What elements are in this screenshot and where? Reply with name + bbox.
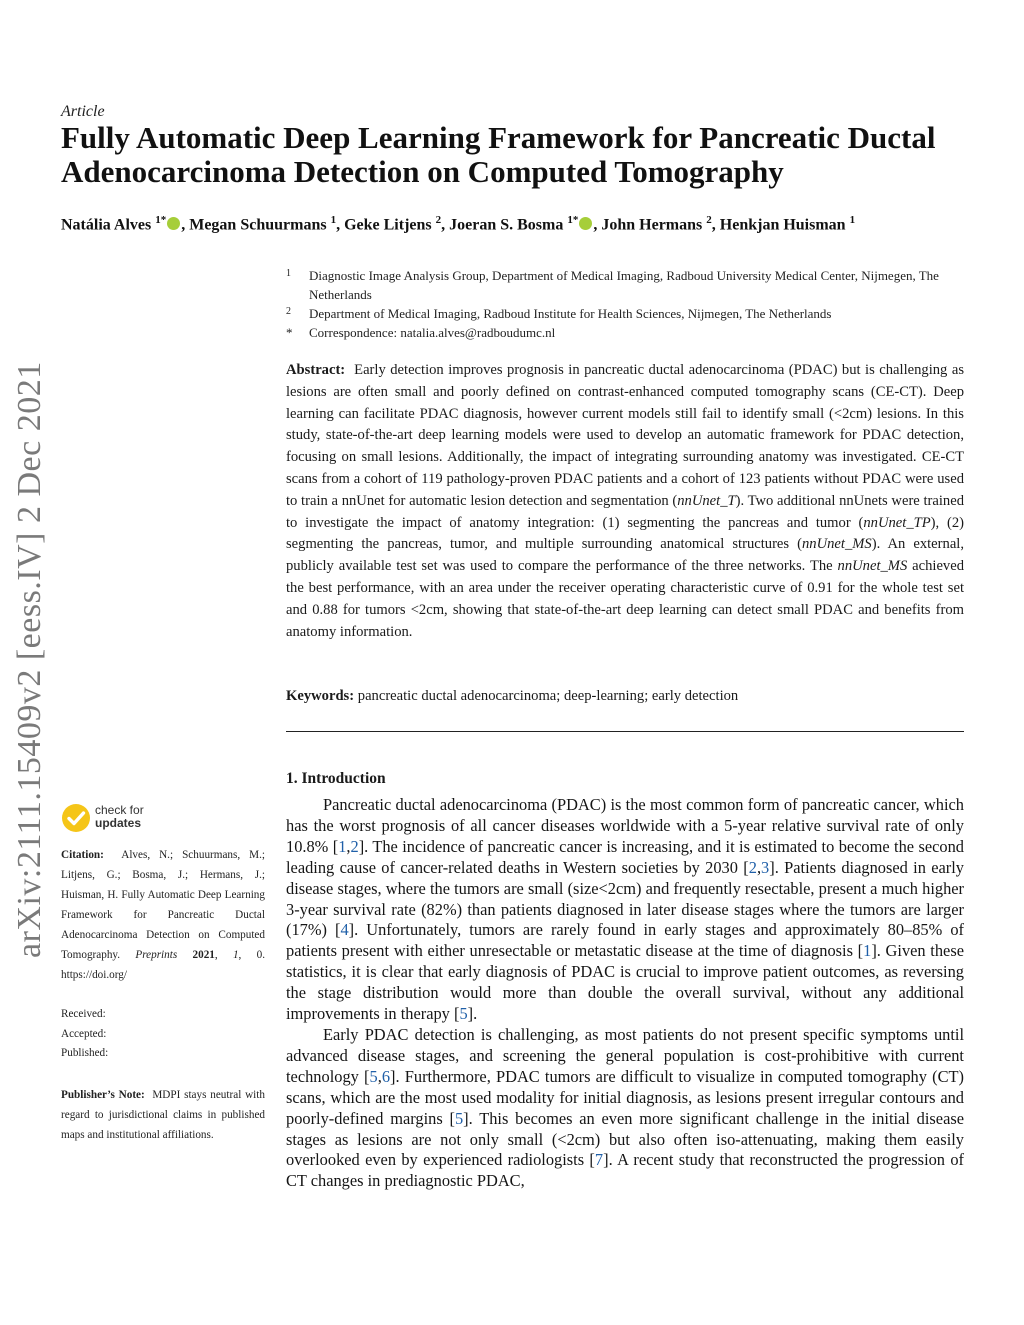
paragraph: Pancreatic ductal adenocarcinoma (PDAC) is the most common form of pancreatic cancer, which has the worst prognosis of all cancer diseases worldwide with a 5-year relative survival rate of only 10.8% [1,2]. The incidence of pancreatic cancer is increasing, and it is estimated to become the second leading cause of cancer-related deaths in Western societies by 2030 [2,3]. Patients diagnosed in early disease stages, where the tumors are small (size<2cm) and frequently resectable, present a much higher 3-year survival rate (82%) than patients diagnosed in later disease stages where the tumors are larger (17%) [4]. Unfortunately, tumors are rarely found in early stages and approximately 80–85% of patients present with either unresectable or metastatic disease at the time of diagnosis [1]. Given these statistics, it is clear that early diagnosis of PDAC is crucial to improve patient outcomes, as reversing the stage distribution would more than double the overall survival, without any additional improvements in therapy [5]. <box>286 795 964 1024</box>
introduction-body <box>286 795 964 1192</box>
title-line-2: Adenocarcinoma Detection on Computed Tomography <box>61 154 784 189</box>
author-name: Natália Alves <box>61 216 156 234</box>
reference-link[interactable]: 7 <box>594 1150 604 1170</box>
section-divider <box>286 731 964 732</box>
check-line-2: updates <box>95 816 142 830</box>
article-type: Article <box>61 103 105 120</box>
citation-doi[interactable]: , 0. https://doi.org/ <box>61 949 266 981</box>
section-heading-introduction: 1. Introduction <box>286 770 386 787</box>
abstract-text: ). An external, publicly available test set was used to compare the performance of the three networks. The <box>286 536 964 575</box>
reference-link[interactable]: 6 <box>381 1066 391 1086</box>
author-affiliation-mark: 1 <box>330 214 337 226</box>
citation-label: Citation: <box>61 849 104 861</box>
reference-link[interactable]: 2 <box>748 857 757 877</box>
citation-volume: 1 <box>232 949 239 961</box>
model-name: nnUnet_TP <box>863 514 931 531</box>
reference-link[interactable]: 2 <box>350 836 359 856</box>
reference-link[interactable]: 1 <box>338 836 347 856</box>
reference-link[interactable]: 5 <box>454 1108 464 1128</box>
author-name: Geke Litjens <box>344 216 436 234</box>
reference-link[interactable]: 4 <box>340 920 349 940</box>
citation-block: Citation: Alves, N.; Schuurmans, M.; Litjens, G.; Bosma, J.; Hermans, J.; Huisman, H. Fully Automatic Deep Learning Framework for Pancreatic Ductal Adenocarcinoma Detection on Computed Tomography. Preprints 2021, 1, 0. https://doi.org/ <box>61 849 266 981</box>
author-list: Natália Alves $^{1*}$ , Megan Schuurmans $^1$, Geke Litjens $^2$, Joeran S. Bosma $^{1*}$ , John Hermans $^2$, Henkjan Huisman $^1$ <box>61 214 856 234</box>
keywords-label: Keywords: <box>286 688 355 704</box>
author-name: Henkjan Huisman <box>719 216 850 234</box>
arxiv-stamp <box>8 350 48 958</box>
received-label: Received: <box>61 1008 106 1020</box>
title-line-1: Fully Automatic Deep Learning Framework for Pancreatic Ductal <box>61 120 936 155</box>
paper-title <box>61 121 991 189</box>
publisher-note <box>61 1085 265 1145</box>
model-name: nnUnet_MS <box>802 536 872 553</box>
correspondence-text: Correspondence: natalia.alves@radboudumc.nl <box>309 325 556 340</box>
arxiv-stamp-text: arXiv:2111.15409v2 [eess.IV] 2 Dec 2021 <box>11 361 48 958</box>
author-affiliation-mark: 2 <box>435 214 442 226</box>
author-affiliation-mark: 1* <box>567 214 579 226</box>
correspondence-marker: * <box>286 325 293 340</box>
affiliations <box>286 266 966 342</box>
author-name: Megan Schuurmans <box>189 216 331 234</box>
abstract-label: Abstract: <box>286 362 346 378</box>
citation-year: 2021 <box>192 949 215 961</box>
author-affiliation-mark: 1 <box>849 214 856 226</box>
check-for-updates-badge[interactable] <box>61 803 181 839</box>
reference-link[interactable]: 5 <box>369 1066 378 1086</box>
check-line-1: check for <box>95 803 144 817</box>
citation-journal: Preprints <box>135 949 178 961</box>
reference-link[interactable]: 3 <box>761 857 770 877</box>
abstract-text: ). Two additional nnUnets were trained to investigate the impact of anatomy integration: (1) segmenting the pancreas and tumor ( <box>286 492 965 531</box>
affiliation-marker: 1 <box>286 268 291 279</box>
affiliation-1 <box>286 266 966 304</box>
check-badge-icon <box>61 803 91 833</box>
affiliation-marker: 2 <box>286 306 291 317</box>
reference-link[interactable]: 1 <box>863 941 872 961</box>
publisher-note-label: Publisher’s Note: <box>61 1089 145 1101</box>
keywords-text: pancreatic ductal adenocarcinoma; deep-learning; early detection <box>357 688 739 704</box>
paragraph: Early PDAC detection is challenging, as most patients do not present specific symptoms until advanced disease stages, and screening the general population is cost-prohibitive with current technology [5,6]. Furthermore, PDAC tumors are difficult to visualize in computed tomography (CT) scans, which are the most used modality for initial diagnosis, as lesions present irregular contours and poorly-defined margins [5]. This becomes an even more significant challenge in the initial disease stages as lesions are not only small (<2cm) but also often iso-attenuating, making them easily overlooked even by experienced radiologists [7]. A recent study that reconstructed the progression of CT changes in prediagnostic PDAC, <box>286 1024 965 1191</box>
author-affiliation-mark: 1* <box>155 214 167 226</box>
correspondence <box>286 323 966 342</box>
orcid-icon[interactable] <box>579 217 592 230</box>
reference-link[interactable]: 5 <box>459 1004 468 1024</box>
author-name: Joeran S. Bosma <box>449 216 568 234</box>
author-affiliation-mark: 2 <box>706 214 712 226</box>
abstract-text: achieved the best performance, with an area under the receiver operating characteristic curve of 0.91 for the whole test set and 0.88 for tumors <2cm, showing that state-of-the-art deep learning can detect small PDAC and benefits from anatomy information. <box>286 558 964 640</box>
author-name: John Hermans <box>601 216 707 234</box>
abstract-text: ), (2) segmenting the pancreas, tumor, and multiple surrounding anatomical structures ( <box>286 514 964 553</box>
orcid-icon[interactable] <box>167 217 180 230</box>
abstract-text: Early detection improves prognosis in pancreatic ductal adenocarcinoma (PDAC) but is challenging as lesions are often small and poorly defined on contrast-enhanced computed tomography scans (CE-CT). Deep learning can facilitate PDAC diagnosis, however current models still fail to identify small (<2cm) lesions. In this study, state-of-the-art deep learning models were used to develop an automatic framework for PDAC detection, focusing on small lesions. Additionally, the impact of integrating surrounding anatomy was investigated. CE-CT scans from a cohort of 119 pathology-proven PDAC patients and a cohort of 123 patients without PDAC were used to train a nnUnet for automatic lesion detection and segmentation ( <box>286 362 964 509</box>
accepted-label: Accepted: <box>61 1027 107 1040</box>
abstract <box>286 360 964 643</box>
affiliation-2 <box>286 304 966 323</box>
keywords <box>286 686 964 706</box>
citation-text: Alves, N.; Schuurmans, M.; Litjens, G.; Bosma, J.; Hermans, J.; Huisman, H. Fully Automatic Deep Learning Framework for Pancreatic Ductal Adenocarcinoma Detection on Computed Tomography. <box>61 849 265 961</box>
publisher-note-text: MDPI stays neutral with regard to jurisdictional claims in published maps and institutional affiliations. <box>61 1089 265 1141</box>
affiliation-text: Department of Medical Imaging, Radboud Institute for Health Sciences, Nijmegen, The Netherlands <box>309 306 832 321</box>
model-name: nnUnet_T <box>677 492 736 509</box>
publication-dates <box>61 1005 108 1064</box>
affiliation-text: Diagnostic Image Analysis Group, Department of Medical Imaging, Radboud University Medical Center, Nijmegen, The Netherlands <box>309 268 939 302</box>
published-label: Published: <box>61 1047 109 1059</box>
model-name: nnUnet_MS <box>837 558 908 575</box>
